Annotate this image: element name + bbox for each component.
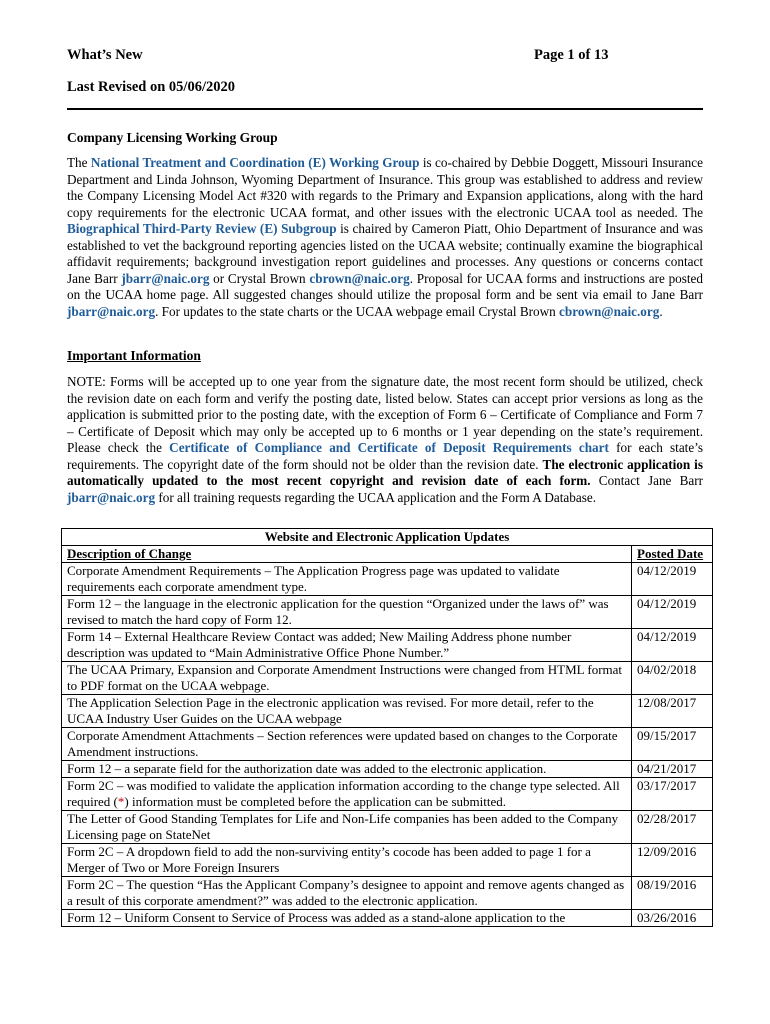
change-description: The Letter of Good Standing Templates for Life and Non-Life companies has been added to the Company Licensing page on StateNet: [62, 811, 632, 844]
posted-date: 12/08/2017: [632, 695, 713, 728]
text-run: for all training requests regarding the UCAA application and the Form A Database.: [155, 489, 597, 505]
table-row: [62, 877, 713, 910]
text-run: . Proposal for UCAA forms and instructions are posted on the UCAA home page. All suggested changes should utilize the proposal form and be sent via email to Jane Barr: [67, 270, 703, 302]
change-description: Corporate Amendment Requirements – The Application Progress page was updated to validate requirements each corporate amendment type.: [62, 563, 632, 596]
posted-date: 04/02/2018: [632, 662, 713, 695]
change-description: Form 2C – A dropdown field to add the non-surviving entity’s cocode has been added to page 1 for a Merger of Two or More Foreign Insurers: [62, 844, 632, 877]
change-description: Corporate Amendment Attachments – Section references were updated based on changes to the Corporate Amendment instructions.: [62, 728, 632, 761]
table-header-row: [62, 546, 713, 563]
text-run: .: [659, 303, 663, 319]
table-title: Website and Electronic Application Updates: [62, 529, 713, 546]
change-description: [62, 778, 632, 811]
table-row: [62, 728, 713, 761]
text-run: The: [67, 155, 91, 170]
posted-date: 04/12/2019: [632, 563, 713, 596]
table-title-row: [62, 529, 713, 546]
posted-date: 03/17/2017: [632, 778, 713, 811]
table-row: [62, 596, 713, 629]
table-row: [62, 778, 713, 811]
change-description: The Application Selection Page in the electronic application was revised. For more detail, refer to the UCAA Industry User Guides on the UCAA webpage: [62, 695, 632, 728]
last-revised: Last Revised on 05/06/2020: [67, 79, 235, 95]
email-link-jbarr[interactable]: jbarr@naic.org: [121, 270, 210, 286]
subgroup-link[interactable]: Biographical Third-Party Review (E) Subgroup: [67, 221, 337, 236]
email-link-jbarr[interactable]: jbarr@naic.org: [67, 303, 156, 319]
table-row: [62, 629, 713, 662]
page-title: What’s New: [67, 47, 143, 63]
email-link-cbrown[interactable]: cbrown@naic.org: [559, 303, 660, 319]
table-row: [62, 695, 713, 728]
change-description: Form 2C – The question “Has the Applicant Company’s designee to appoint and remove agents changed as a result of this corporate amendment?” was added to the electronic application.: [62, 877, 632, 910]
change-description: Form 12 – Uniform Consent to Service of Process was added as a stand-alone application to the: [62, 910, 632, 927]
posted-date: 02/28/2017: [632, 811, 713, 844]
change-description: The UCAA Primary, Expansion and Corporate Amendment Instructions were changed from HTML format to PDF format on the UCAA webpage.: [62, 662, 632, 695]
text-run: Form 2C – was modified to validate the application information according to the change type selected. All required (: [67, 778, 620, 809]
posted-date: 04/21/2017: [632, 761, 713, 778]
column-header-description: Description of Change: [62, 546, 632, 563]
compliance-chart-link[interactable]: Certificate of Compliance and Certificate of Deposit Requirements chart: [169, 440, 609, 455]
updates-table: [61, 528, 713, 927]
working-group-paragraph: [67, 155, 703, 320]
table-row: [62, 662, 713, 695]
posted-date: 04/12/2019: [632, 629, 713, 662]
table-row: [62, 910, 713, 927]
email-link-cbrown[interactable]: cbrown@naic.org: [309, 270, 410, 286]
posted-date: 09/15/2017: [632, 728, 713, 761]
important-info-paragraph: [67, 374, 703, 506]
text-run: . For updates to the state charts or the UCAA webpage email Crystal Brown: [155, 303, 560, 319]
bold-notice: The electronic application is automatically updated to the most recent copyright and revision date of each form.: [67, 456, 703, 488]
important-info-heading: Important Information: [67, 348, 201, 363]
text-run: Contact Jane Barr: [590, 473, 703, 488]
table-row: [62, 811, 713, 844]
working-group-link[interactable]: National Treatment and Coordination (E) Working Group: [90, 155, 420, 170]
table-row: [62, 761, 713, 778]
change-description: Form 12 – a separate field for the authorization date was added to the electronic application.: [62, 761, 632, 778]
text-run: is co-chaired by Debbie Doggett, Missouri Insurance Department and Linda Johnson, Wyoming Department of Insurance. This group was established to address and review the Company Licensing Model Act #320 with regards to the Primary and Expansion applications, along with the hard copy requirements for the electronic UCAA format, and other issues with the electronic UCAA tool as needed. The: [67, 155, 703, 220]
email-link-jbarr[interactable]: jbarr@naic.org: [67, 489, 156, 505]
text-run: NOTE: Forms will be accepted up to one year from the signature date, the most recent form should be utilized, check the revision date on each form and verify the posting date, listed below. States can accept prior versions as long as the application is submitted prior to the posting date, with the exception of Form 6 – Certificate of Compliance and Form 7 – Certificate of Deposit which may only be accepted up to 6 months or 1 year depending on the state’s requirement. Please check the: [67, 374, 703, 455]
change-description: Form 12 – the language in the electronic application for the question “Organized under the laws of” was revised to match the hard copy of Form 12.: [62, 596, 632, 629]
posted-date: 12/09/2016: [632, 844, 713, 877]
text-run: or Crystal Brown: [209, 270, 310, 286]
page-number: Page 1 of 13: [534, 47, 609, 63]
text-run: is chaired by Cameron Piatt, Ohio Department of Insurance and was established to vet the background reporting agencies listed on the UCAA website; continually examine the biographical affidavit requirements; background investigation report guidelines and processes. Any questions or concerns contact Jane Barr: [67, 221, 703, 286]
posted-date: 03/26/2016: [632, 910, 713, 927]
posted-date: 04/12/2019: [632, 596, 713, 629]
header-rule: [67, 108, 703, 110]
required-asterisk: *: [117, 794, 125, 809]
working-group-heading: Company Licensing Working Group: [67, 130, 278, 145]
posted-date: 08/19/2016: [632, 877, 713, 910]
table-row: [62, 844, 713, 877]
column-header-date: Posted Date: [632, 546, 713, 563]
table-row: [62, 563, 713, 596]
text-run: ) information must be completed before the application can be submitted.: [124, 794, 506, 809]
change-description: Form 14 – External Healthcare Review Contact was added; New Mailing Address phone number description was updated to “Main Administrative Office Phone Number.”: [62, 629, 632, 662]
text-run: for each state’s requirements. The copyright date of the form should not be older than the revision date.: [67, 440, 703, 472]
